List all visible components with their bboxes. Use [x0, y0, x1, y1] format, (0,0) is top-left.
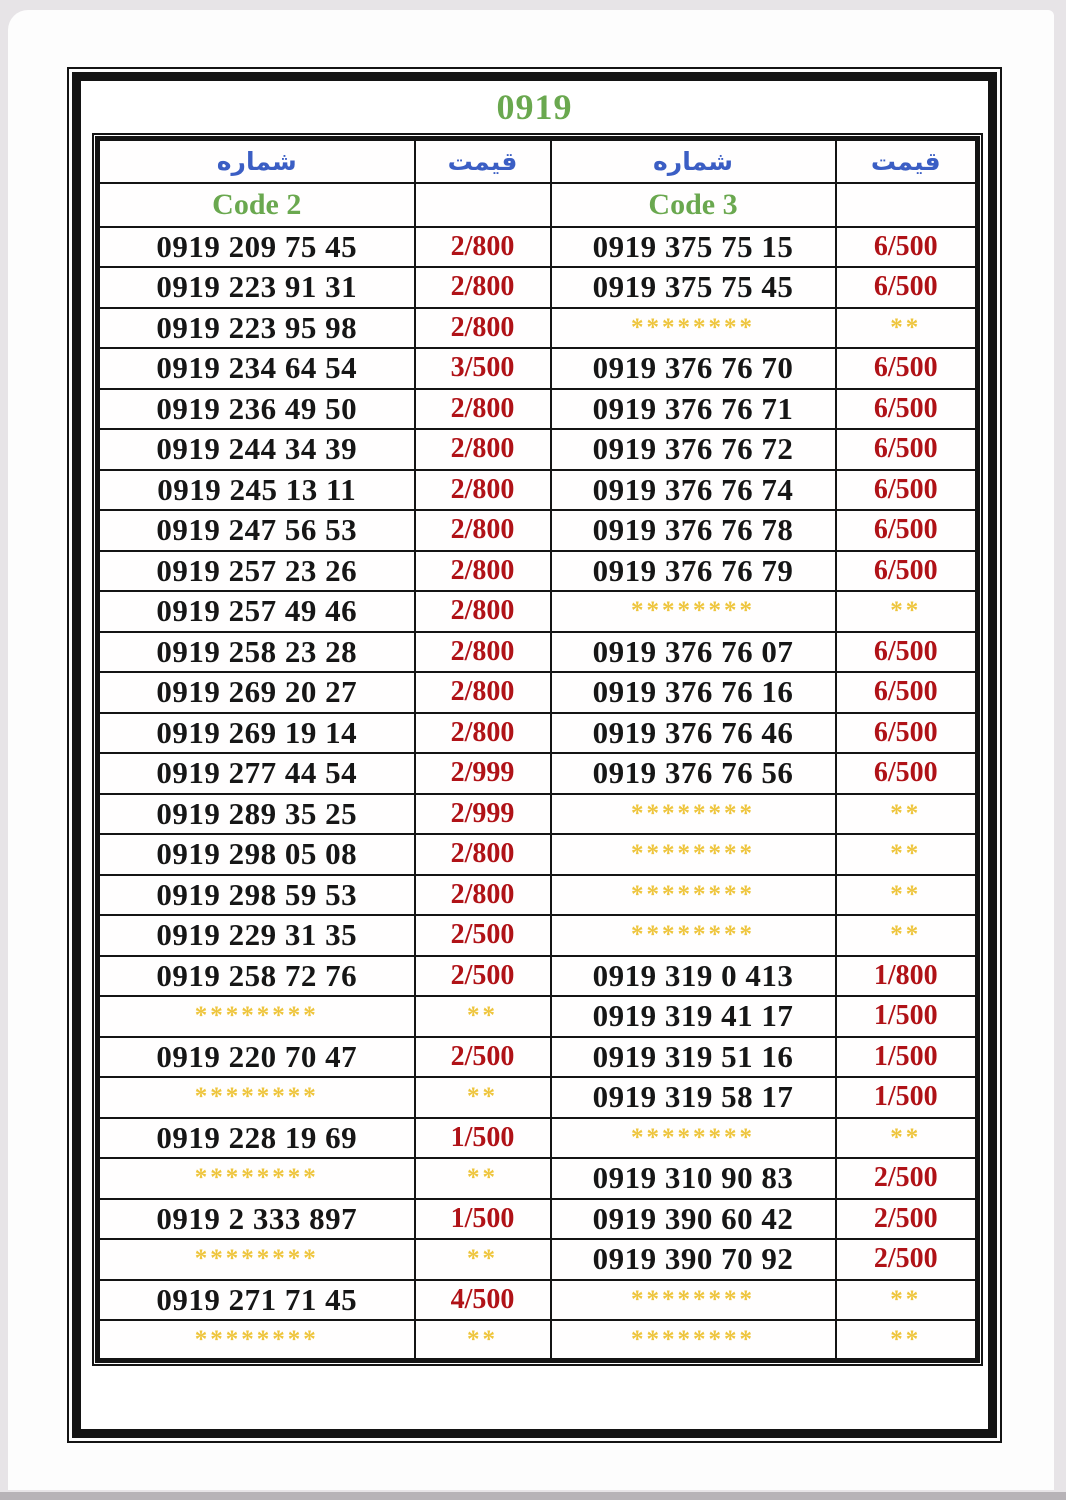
price-cell: 2/800 [415, 227, 551, 268]
number-cell: 0919 376 76 71 [551, 389, 836, 430]
price-cell: 3/500 [415, 348, 551, 389]
number-cell: 0919 2 333 897 [98, 1199, 415, 1240]
header-price-right: قیمت [836, 139, 978, 183]
placeholder-cell: ******** [98, 1320, 415, 1361]
number-cell: 0919 319 58 17 [551, 1077, 836, 1118]
number-cell: 0919 375 75 45 [551, 267, 836, 308]
price-cell: 2/500 [415, 915, 551, 956]
code-2-price-spacer [415, 183, 551, 227]
number-cell: 0919 269 19 14 [98, 713, 415, 754]
table-row [98, 956, 978, 997]
placeholder-cell: ** [836, 1320, 978, 1361]
table-row [98, 470, 978, 511]
number-cell: 0919 376 76 70 [551, 348, 836, 389]
table-row [98, 429, 978, 470]
price-cell: 2/800 [415, 713, 551, 754]
price-cell: 2/800 [415, 672, 551, 713]
code-2-label: Code 2 [98, 183, 415, 227]
placeholder-cell: ******** [551, 308, 836, 349]
number-cell: 0919 220 70 47 [98, 1037, 415, 1078]
table-row [98, 308, 978, 349]
placeholder-cell: ******** [551, 1280, 836, 1321]
price-cell: 6/500 [836, 713, 978, 754]
placeholder-cell: ** [836, 834, 978, 875]
placeholder-cell: ******** [551, 915, 836, 956]
price-cell: 2/999 [415, 753, 551, 794]
placeholder-cell: ******** [551, 834, 836, 875]
placeholder-cell: ******** [98, 1077, 415, 1118]
table-row [98, 794, 978, 835]
header-number-left: شماره [98, 139, 415, 183]
number-cell: 0919 298 05 08 [98, 834, 415, 875]
number-cell: 0919 244 34 39 [98, 429, 415, 470]
table-row [98, 1158, 978, 1199]
placeholder-cell: ******** [551, 794, 836, 835]
number-cell: 0919 228 19 69 [98, 1118, 415, 1159]
table-row [98, 227, 978, 268]
number-cell: 0919 376 76 16 [551, 672, 836, 713]
table-row [98, 267, 978, 308]
price-cell: 2/800 [415, 591, 551, 632]
number-cell: 0919 376 76 78 [551, 510, 836, 551]
number-cell: 0919 223 95 98 [98, 308, 415, 349]
price-cell: 6/500 [836, 227, 978, 268]
price-cell: 1/500 [415, 1199, 551, 1240]
table-body [98, 227, 978, 1361]
number-cell: 0919 319 41 17 [551, 996, 836, 1037]
placeholder-cell: ** [415, 1239, 551, 1280]
number-cell: 0919 376 76 56 [551, 753, 836, 794]
price-cell: 6/500 [836, 551, 978, 592]
placeholder-cell: ******** [98, 996, 415, 1037]
price-cell: 6/500 [836, 510, 978, 551]
number-cell: 0919 209 75 45 [98, 227, 415, 268]
placeholder-cell: ** [836, 591, 978, 632]
table-row [98, 510, 978, 551]
number-cell: 0919 258 72 76 [98, 956, 415, 997]
price-cell: 2/800 [415, 632, 551, 673]
price-cell: 2/800 [415, 308, 551, 349]
number-cell: 0919 247 56 53 [98, 510, 415, 551]
placeholder-cell: ** [836, 1118, 978, 1159]
price-cell: 2/800 [415, 510, 551, 551]
price-cell: 2/800 [415, 834, 551, 875]
price-cell: 2/800 [415, 429, 551, 470]
number-cell: 0919 236 49 50 [98, 389, 415, 430]
table-row [98, 348, 978, 389]
number-cell: 0919 298 59 53 [98, 875, 415, 916]
code-3-price-spacer [836, 183, 978, 227]
table-row [98, 1118, 978, 1159]
number-cell: 0919 376 76 74 [551, 470, 836, 511]
table-row [98, 632, 978, 673]
placeholder-cell: ** [836, 1280, 978, 1321]
placeholder-cell: ** [415, 1320, 551, 1361]
price-cell: 2/800 [415, 470, 551, 511]
price-cell: 6/500 [836, 267, 978, 308]
number-cell: 0919 234 64 54 [98, 348, 415, 389]
page-title: 0919 [496, 87, 573, 127]
number-cell: 0919 310 90 83 [551, 1158, 836, 1199]
table-row [98, 713, 978, 754]
table-row [98, 551, 978, 592]
number-cell: 0919 319 0 413 [551, 956, 836, 997]
price-cell: 2/800 [415, 389, 551, 430]
price-table [95, 136, 980, 1363]
number-cell: 0919 390 70 92 [551, 1239, 836, 1280]
price-cell: 4/500 [415, 1280, 551, 1321]
price-cell: 2/999 [415, 794, 551, 835]
table-row [98, 1239, 978, 1280]
price-cell: 2/800 [415, 875, 551, 916]
code-row [98, 183, 978, 227]
placeholder-cell: ******** [551, 591, 836, 632]
table-row [98, 1199, 978, 1240]
price-cell: 6/500 [836, 389, 978, 430]
table-row [98, 996, 978, 1037]
placeholder-cell: ** [836, 875, 978, 916]
price-cell: 1/800 [836, 956, 978, 997]
placeholder-cell: ** [836, 915, 978, 956]
table-row [98, 875, 978, 916]
price-cell: 6/500 [836, 753, 978, 794]
number-cell: 0919 229 31 35 [98, 915, 415, 956]
number-cell: 0919 376 76 79 [551, 551, 836, 592]
table-row [98, 753, 978, 794]
price-cell: 2/800 [415, 551, 551, 592]
price-cell: 2/500 [836, 1199, 978, 1240]
price-cell: 2/800 [415, 267, 551, 308]
table-row [98, 672, 978, 713]
number-cell: 0919 271 71 45 [98, 1280, 415, 1321]
price-cell: 1/500 [836, 996, 978, 1037]
table-row [98, 1077, 978, 1118]
placeholder-cell: ******** [98, 1239, 415, 1280]
price-cell: 6/500 [836, 632, 978, 673]
placeholder-cell: ******** [551, 1320, 836, 1361]
number-cell: 0919 319 51 16 [551, 1037, 836, 1078]
table-row [98, 591, 978, 632]
number-cell: 0919 390 60 42 [551, 1199, 836, 1240]
photo-bottom-edge [0, 1492, 1066, 1500]
number-cell: 0919 277 44 54 [98, 753, 415, 794]
price-cell: 1/500 [836, 1077, 978, 1118]
number-cell: 0919 376 76 07 [551, 632, 836, 673]
price-cell: 2/500 [415, 1037, 551, 1078]
price-cell: 2/500 [836, 1239, 978, 1280]
placeholder-cell: ** [415, 996, 551, 1037]
placeholder-cell: ** [836, 794, 978, 835]
number-cell: 0919 223 91 31 [98, 267, 415, 308]
header-price-left: قیمت [415, 139, 551, 183]
placeholder-cell: ** [836, 308, 978, 349]
price-cell: 6/500 [836, 672, 978, 713]
price-cell: 1/500 [836, 1037, 978, 1078]
number-cell: 0919 289 35 25 [98, 794, 415, 835]
table-row [98, 915, 978, 956]
table-row [98, 1037, 978, 1078]
code-3-label: Code 3 [551, 183, 836, 227]
price-cell: 1/500 [415, 1118, 551, 1159]
placeholder-cell: ******** [551, 875, 836, 916]
placeholder-cell: ** [415, 1077, 551, 1118]
price-cell: 6/500 [836, 429, 978, 470]
number-cell: 0919 245 13 11 [98, 470, 415, 511]
number-cell: 0919 269 20 27 [98, 672, 415, 713]
number-cell: 0919 376 76 72 [551, 429, 836, 470]
price-cell: 6/500 [836, 470, 978, 511]
header-number-right: شماره [551, 139, 836, 183]
table-row [98, 1280, 978, 1321]
header-row [98, 139, 978, 183]
table-row [98, 834, 978, 875]
number-cell: 0919 258 23 28 [98, 632, 415, 673]
price-cell: 2/500 [415, 956, 551, 997]
number-cell: 0919 257 49 46 [98, 591, 415, 632]
number-cell: 0919 376 76 46 [551, 713, 836, 754]
number-cell: 0919 257 23 26 [98, 551, 415, 592]
price-cell: 2/500 [836, 1158, 978, 1199]
price-cell: 6/500 [836, 348, 978, 389]
placeholder-cell: ** [415, 1158, 551, 1199]
placeholder-cell: ******** [98, 1158, 415, 1199]
placeholder-cell: ******** [551, 1118, 836, 1159]
number-cell: 0919 375 75 15 [551, 227, 836, 268]
table-row [98, 1320, 978, 1361]
table-row [98, 389, 978, 430]
